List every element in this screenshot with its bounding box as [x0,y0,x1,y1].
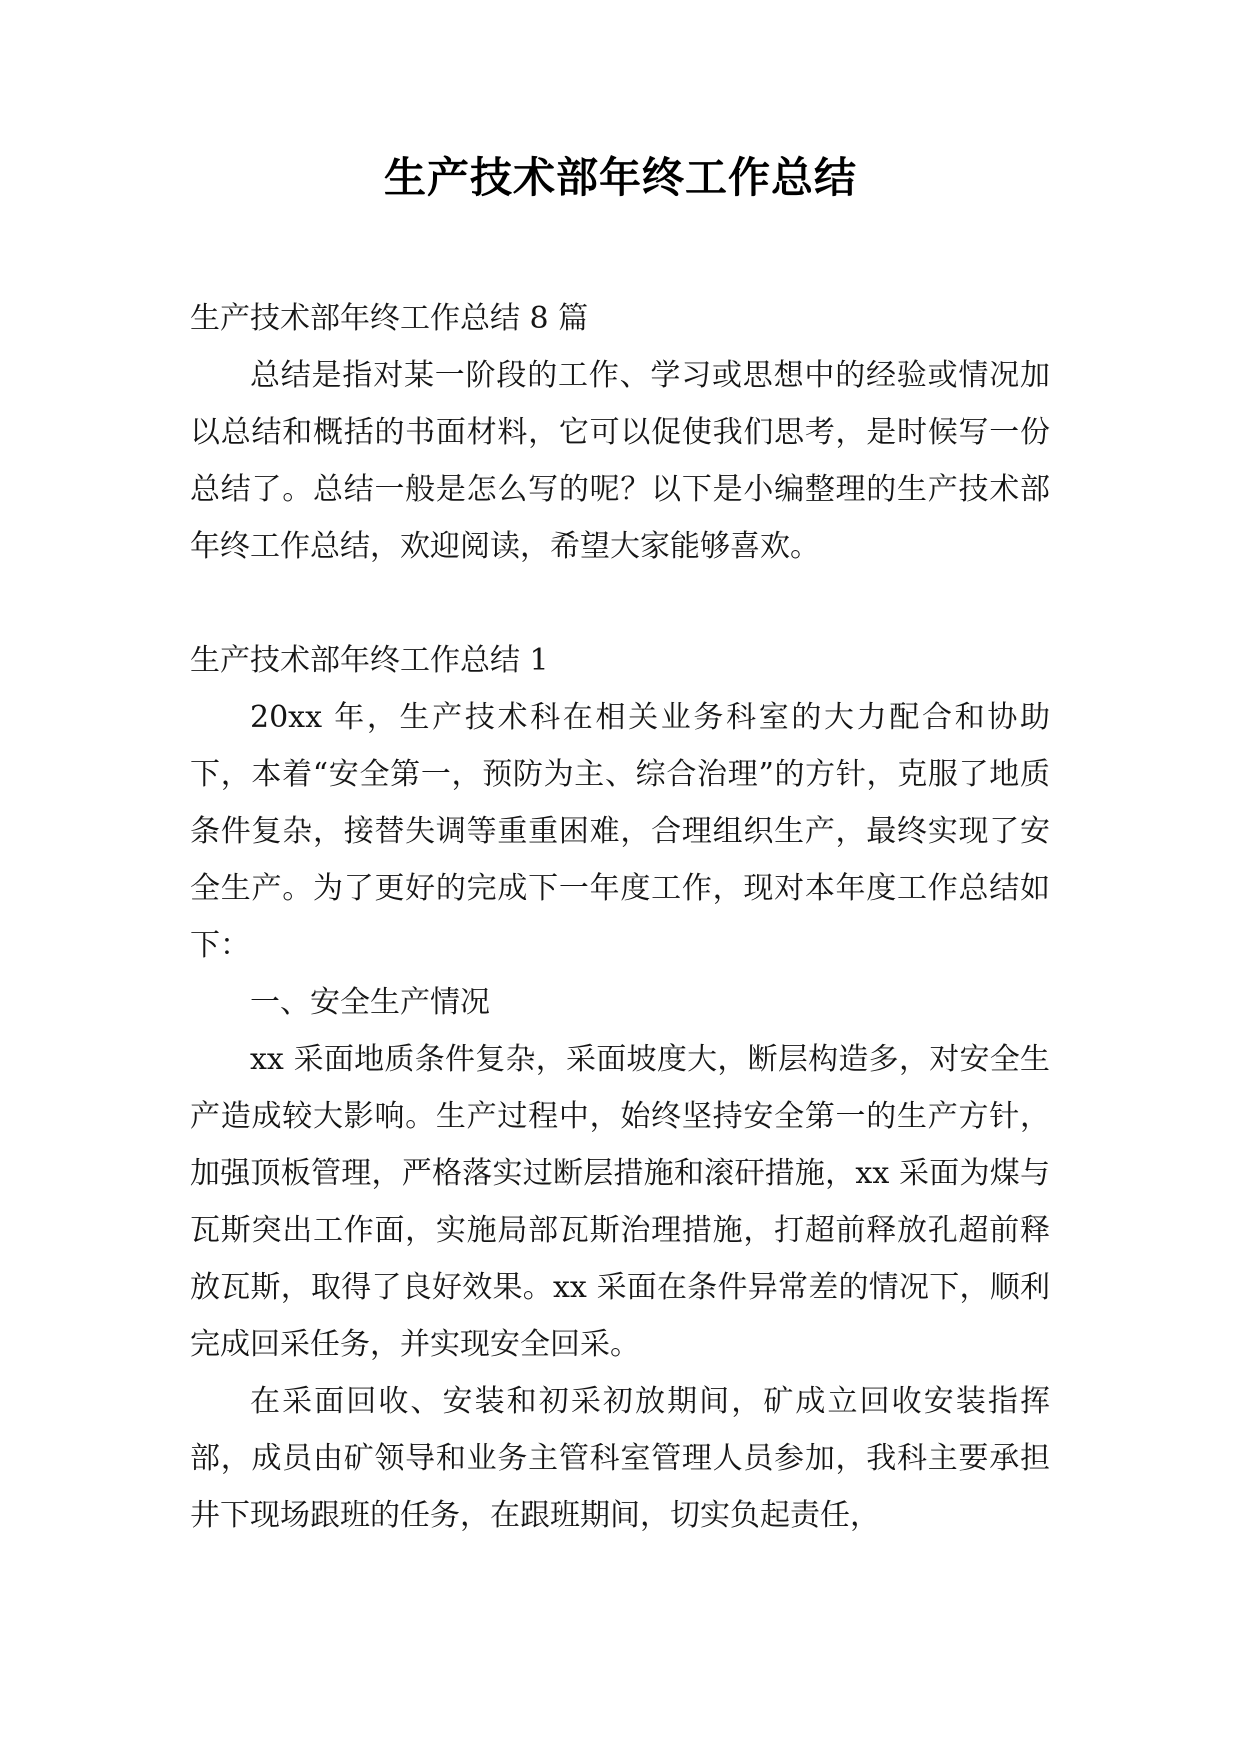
section-1-heading: 生产技术部年终工作总结 1 [190,643,549,678]
document-title: 生产技术部年终工作总结 [383,153,857,202]
section-1-paragraph-2: xx 采面地质条件复杂，采面坡度大，断层构造多，对安全生产造成较大影响。生产过程中，始终坚持安全第一的生产方针，加强顶板管理，严格落实过断层措施和滚矸措施，xx 采面为煤与瓦斯突出工作面，实施局部瓦斯治理措施，打超前释放孔超前释放瓦斯，取得了良好效果。xx 采面在条件异常差的情况下，顺利完成回采任务，并实现安全回采。 [190,1042,1050,1362]
document-body [190,290,1050,1544]
section-1-subheading: 一、安全生产情况 [250,985,490,1020]
intro-heading: 生产技术部年终工作总结 8 篇 [190,301,589,336]
paragraph-spacer [190,575,1050,632]
section-1-paragraph-1: 20xx 年，生产技术科在相关业务科室的大力配合和协助下，本着“安全第一，预防为主、综合治理”的方针，克服了地质条件复杂，接替失调等重重困难，合理组织生产，最终实现了安全生产。为了更好的完成下一年度工作，现对本年度工作总结如下： [190,700,1050,963]
section-1-paragraph-3: 在采面回收、安装和初采初放期间，矿成立回收安装指挥部，成员由矿领导和业务主管科室管理人员参加，我科主要承担井下现场跟班的任务，在跟班期间，切实负起责任， [190,1384,1050,1533]
intro-paragraph: 总结是指对某一阶段的工作、学习或思想中的经验或情况加以总结和概括的书面材料，它可以促使我们思考，是时候写一份总结了。总结一般是怎么写的呢？以下是小编整理的生产技术部年终工作总结，欢迎阅读，希望大家能够喜欢。 [190,358,1050,564]
